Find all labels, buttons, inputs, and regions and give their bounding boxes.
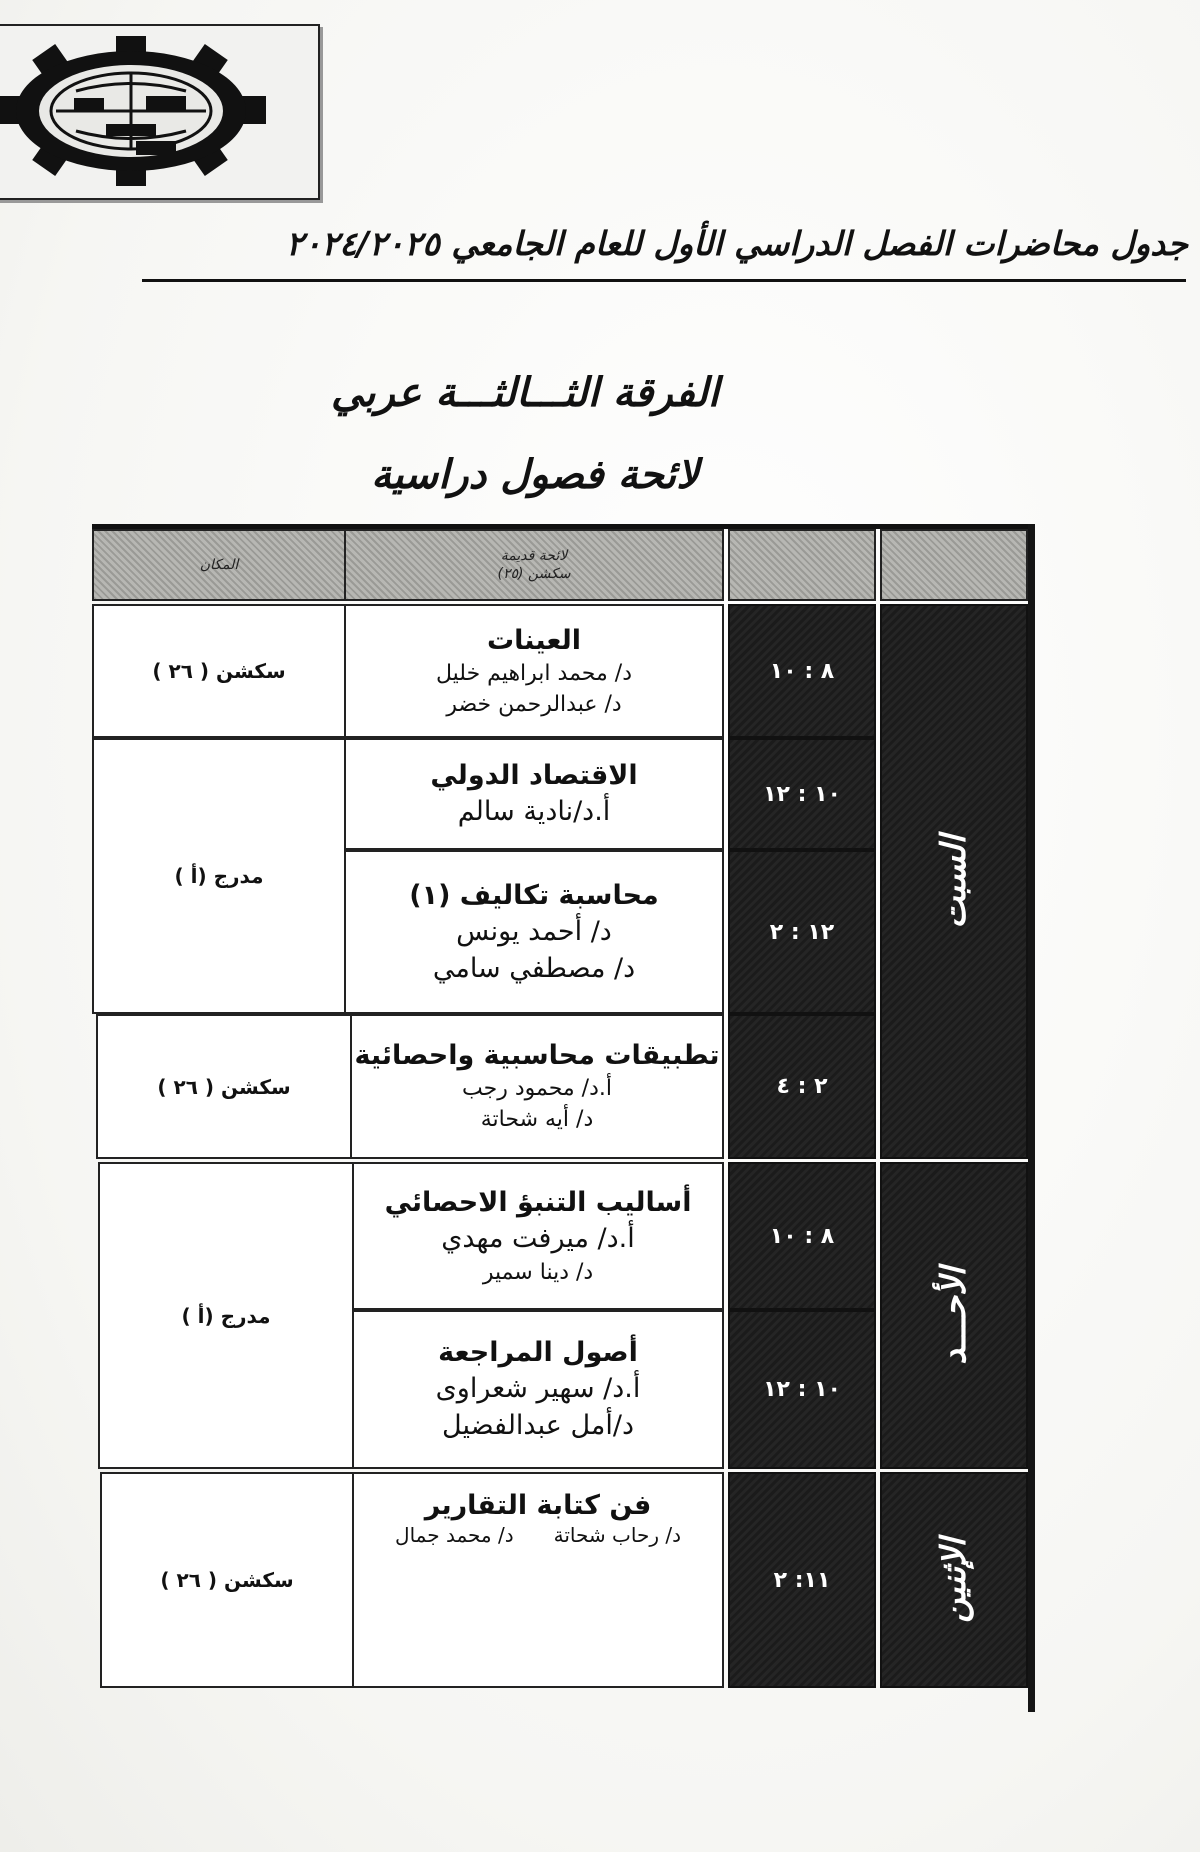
professor-name: د/ أيه شحاتة bbox=[480, 1107, 594, 1132]
gear-globe-logo-icon bbox=[0, 36, 296, 186]
title-underline bbox=[142, 279, 1186, 282]
day-label: السبت bbox=[934, 834, 974, 929]
day-label: الإثنين bbox=[934, 1537, 974, 1623]
time-cell bbox=[728, 1162, 876, 1310]
professor-name: د/ عبدالرحمن خضر bbox=[446, 691, 622, 717]
time-cell bbox=[728, 1310, 876, 1469]
professor-name: د/ رحاب شحاتة bbox=[553, 1523, 681, 1547]
header-day bbox=[880, 529, 1028, 601]
day-cell-saturday bbox=[880, 604, 1028, 1159]
course-cell bbox=[352, 1310, 724, 1469]
place-cell bbox=[92, 604, 346, 738]
header-old-rules-line1: لائحة قديمة bbox=[500, 548, 568, 564]
professor-name: د/ محمد ابراهيم خليل bbox=[436, 660, 632, 686]
professor-name: د/ دينا سمير bbox=[482, 1259, 594, 1285]
faculty-logo bbox=[0, 24, 320, 200]
course-cell bbox=[344, 850, 724, 1014]
time-label: ٨ : ١٠ bbox=[769, 1223, 835, 1249]
course-title: الاقتصاد الدولي bbox=[430, 760, 638, 791]
course-cell bbox=[352, 1472, 724, 1688]
professor-name: أ.د/ محمود رجب bbox=[462, 1076, 612, 1101]
place-label: مدرج (أ ) bbox=[181, 1303, 271, 1328]
course-cell bbox=[344, 604, 724, 738]
header-old-rules-line2: سكشن (٢٥) bbox=[497, 566, 571, 582]
place-cell bbox=[100, 1472, 354, 1688]
course-cell bbox=[352, 1162, 724, 1310]
place-cell bbox=[98, 1162, 354, 1469]
time-cell bbox=[728, 1014, 876, 1159]
course-title: فن كتابة التقارير bbox=[424, 1490, 652, 1521]
place-label: مدرج (أ ) bbox=[174, 864, 264, 888]
time-label: ١٢ : ٢ bbox=[769, 919, 835, 945]
time-label: ١١: ٢ bbox=[773, 1567, 831, 1593]
time-cell bbox=[728, 738, 876, 850]
document-title: جدول محاضرات الفصل الدراسي الأول للعام الجامعي ٢٠٢٤/٢٠٢٥ bbox=[286, 224, 1188, 263]
course-cell bbox=[350, 1014, 724, 1159]
place-cell bbox=[96, 1014, 352, 1159]
day-label: الأحـــد bbox=[934, 1266, 974, 1365]
time-label: ١٠ : ١٢ bbox=[763, 781, 841, 807]
course-title: أساليب التنبؤ الاحصائي bbox=[384, 1186, 692, 1218]
header-place bbox=[92, 529, 346, 601]
professor-name: أ.د/ سهير شعراوى bbox=[435, 1373, 641, 1404]
professor-pair bbox=[395, 1523, 681, 1547]
course-title: تطبيقات محاسبية واحصائية bbox=[354, 1040, 720, 1071]
professor-name: د/ أحمد يونس bbox=[456, 915, 612, 947]
time-cell bbox=[728, 850, 876, 1014]
professor-name: د/أمل عبدالفضيل bbox=[442, 1410, 634, 1441]
place-label: سكشن ( ٢٦ ) bbox=[152, 659, 286, 683]
header-old-rules bbox=[344, 529, 724, 601]
time-cell bbox=[728, 1472, 876, 1688]
day-cell-sunday bbox=[880, 1162, 1028, 1469]
time-label: ١٠ : ١٢ bbox=[763, 1377, 841, 1402]
time-label: ٢ : ٤ bbox=[776, 1074, 828, 1099]
course-title: أصول المراجعة bbox=[438, 1337, 638, 1368]
time-cell bbox=[728, 604, 876, 738]
table-right-border bbox=[1028, 524, 1035, 1712]
regulation-title: لائحة فصول دراسية bbox=[371, 452, 699, 498]
schedule-table bbox=[92, 524, 1035, 1712]
place-label: سكشن ( ٢٦ ) bbox=[157, 1074, 291, 1099]
header-time bbox=[728, 529, 876, 601]
time-label: ٨ : ١٠ bbox=[769, 658, 835, 684]
course-cell bbox=[344, 738, 724, 850]
professor-name: د/ مصطفي سامي bbox=[432, 952, 636, 984]
place-cell bbox=[92, 738, 346, 1014]
course-title: العينات bbox=[487, 624, 581, 656]
day-cell-monday bbox=[880, 1472, 1028, 1688]
professor-name: أ.د/نادية سالم bbox=[457, 796, 611, 827]
professor-name: د/ محمد جمال bbox=[395, 1523, 514, 1547]
class-level-title: الفرقة الثـــالثـــة عربي bbox=[330, 370, 719, 416]
place-label: سكشن ( ٢٦ ) bbox=[160, 1568, 294, 1592]
professor-name: أ.د/ ميرفت مهدي bbox=[441, 1222, 635, 1254]
course-title: محاسبة تكاليف (١) bbox=[409, 879, 659, 911]
header-place-label: المكان bbox=[199, 557, 239, 573]
